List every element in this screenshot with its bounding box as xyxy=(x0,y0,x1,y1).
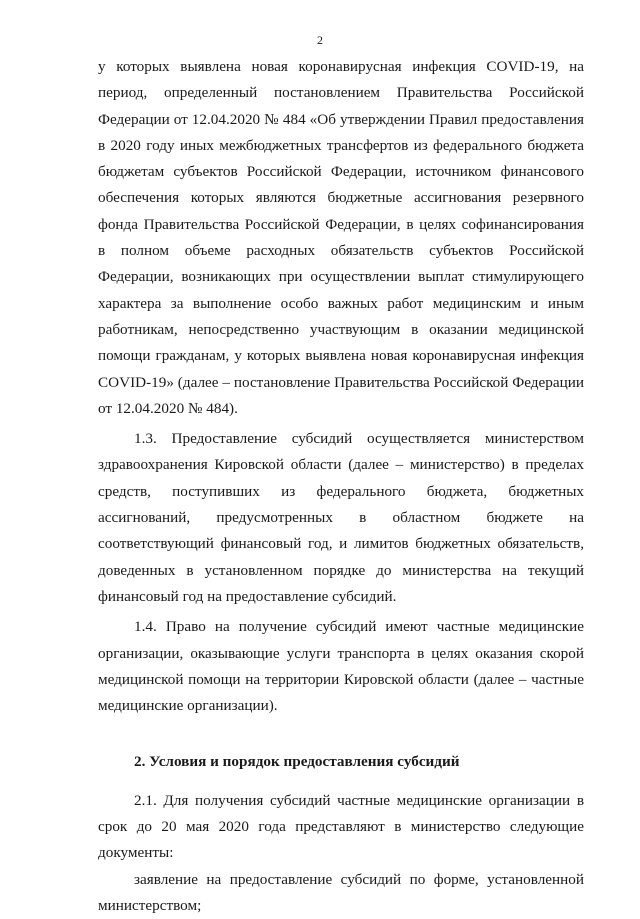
document-body xyxy=(98,54,584,919)
page-number: 2 xyxy=(317,33,323,47)
paragraph-1-3: 1.3. Предоставление субсидий осуществляется министерством здравоохранения Кировской области (далее – министерство) в пределах средств, поступивших из федерального бюджета, бюджетных ассигнований, предусмотренных в областном бюджете на соответствующий финансовый год, и лимитов бюджетных обязательств, доведенных в установленном порядке до министерства на текущий финансовый год на предоставление субсидий. xyxy=(98,430,584,605)
paragraph-1-4: 1.4. Право на получение субсидий имеют частные медицинские организации, оказывающие услуги транспорта в целях оказания скорой медицинской помощи на территории Кировской области (далее – частные медицинские организации). xyxy=(98,618,584,715)
paragraph-2-1: 2.1. Для получения субсидий частные медицинские организации в срок до 20 мая 2020 года представляют в министерство следующие документы: xyxy=(98,791,584,862)
section-heading-2: 2. Условия и порядок предоставления субсидий xyxy=(134,753,460,771)
paragraph-2-1-item: заявление на предоставление субсидий по форме, установленной министерством; xyxy=(98,870,584,914)
paragraph-continuation: у которых выявлена новая коронавирусная инфекция COVID-19, на период, определенный постановлением Правительства Российской Федерации от 12.04.2020 № 484 «Об утверждении Правил предоставления в 2020 году иных межбюджетных трансфертов из федерального бюджета бюджетам субъектов Российской Федерации, источником финансового обеспечения которых являются бюджетные ассигнования резервного фонда Правительства Российской Федерации, в целях софинансирования в полном объеме расходных обязательств субъектов Российской Федерации, возникающих при осуществлении выплат стимулирующего характера за выполнение особо важных работ медицинским и иным работникам, непосредственно участвующим в оказании медицинской помощи гражданам, у которых выявлена новая коронавирусная инфекция COVID-19» (далее – постановление Правительства Российской Федерации от 12.04.2020 № 484). xyxy=(98,58,584,417)
